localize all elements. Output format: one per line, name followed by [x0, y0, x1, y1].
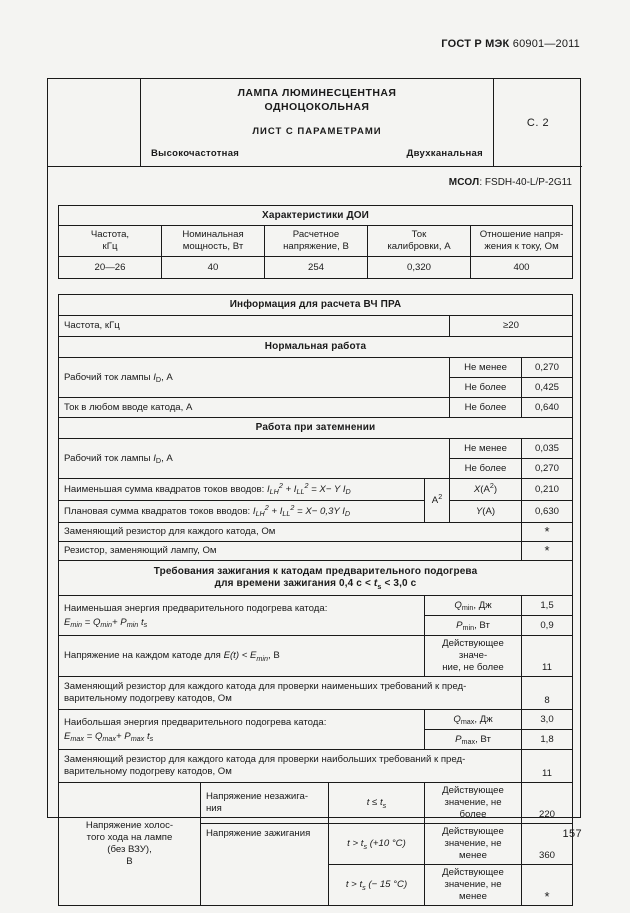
- row-label-cathode-voltage: [59, 636, 425, 677]
- resistor-max-line1: Заменяющий резистор для каждого катода для проверки наибольших требований к пред-: [64, 754, 466, 765]
- col-header-voltage-current-ratio: [471, 226, 573, 257]
- value-cathode-input-current: 0,640: [522, 398, 573, 418]
- formula-Emax: $E_{max} = Q_{max}+ P_{max}$ $t_s$: [64, 730, 154, 743]
- symbol-t: t: [373, 578, 378, 589]
- symbol-X-unit: (А: [480, 483, 490, 495]
- value-frequency: 20—26: [59, 257, 162, 279]
- table-row: [59, 226, 573, 257]
- header-line: жения к току, Ом: [484, 241, 559, 252]
- non-ignition-line2: ния: [206, 803, 222, 814]
- ocv-line4: В: [126, 856, 133, 867]
- resistor-max-line2: варительному подогреву катодов, Ом: [64, 766, 232, 777]
- ocv-line2: того хода на лампе: [86, 832, 173, 843]
- formula-E-less-Emin: $E(t) < E_{min}$: [223, 650, 268, 663]
- symbol-Q-sub: max: [460, 717, 475, 726]
- eff-value-1: [425, 783, 522, 824]
- col-header-nominal-power: [162, 226, 265, 257]
- row-label-max-preheat-energy: [59, 710, 425, 750]
- table-row: [59, 206, 573, 226]
- symbol-X-label: [450, 479, 522, 501]
- hf-ballast-info-table: [58, 294, 573, 906]
- symbol-Q: Q: [453, 713, 461, 725]
- unit-sup: 2: [438, 491, 443, 501]
- title-block-labels: [151, 148, 483, 159]
- row-label-lamp-current-dim: [59, 439, 450, 479]
- value-X: 0,210: [522, 479, 573, 501]
- table-row: [59, 316, 573, 337]
- row-label-min-sum-squares: [59, 479, 425, 501]
- symbol-P-unit: , Вт: [474, 619, 490, 631]
- header-line: Расчетное: [292, 229, 340, 240]
- table-row: [59, 542, 573, 561]
- value-nominal-power: 40: [162, 257, 265, 279]
- row-label-replacement-resistor-lamp: Резистор, заменяющий лампу, Ом: [59, 542, 522, 561]
- header-line: Номинальная: [182, 229, 244, 240]
- symbol-Pmax-label: [425, 730, 522, 750]
- ignition-line2-post: < 3,0 с: [381, 578, 417, 589]
- mcol-value: : FSDH-40-L/P-2G11: [479, 177, 572, 188]
- symbol-P: P: [455, 733, 462, 745]
- label-text: Рабочий ток лампы: [64, 452, 154, 464]
- value-ignition-voltage-warm: 360: [522, 824, 573, 865]
- doi-table-caption: Характеристики ДОИ: [59, 206, 573, 226]
- table-row: [59, 418, 573, 439]
- standard-designation: [441, 38, 580, 50]
- col-header-frequency: [59, 226, 162, 257]
- col-header-calibration-current: [368, 226, 471, 257]
- table-row: [59, 710, 573, 730]
- standard-prefix: ГОСТ Р МЭК: [441, 38, 510, 50]
- title-block-left-empty-cell: [48, 79, 141, 166]
- symbol-P-unit: , Вт: [475, 733, 491, 745]
- unit-text: А: [431, 494, 439, 506]
- symbol-Y-label: [450, 501, 522, 523]
- cond-max-dim: Не более: [450, 459, 522, 479]
- section-normal-operation: Нормальная работа: [59, 337, 573, 358]
- header-line: Ток: [411, 229, 427, 240]
- lamp-title-line2: ОДНОЦОКОЛЬНАЯ: [264, 101, 370, 113]
- cond-line2: ние, не более: [442, 662, 504, 673]
- header-line: мощность, Вт: [182, 241, 244, 252]
- ignition-line1: Требования зажигания к катодам предварительного подогрева: [153, 566, 478, 577]
- value-non-ignition-voltage: 220: [522, 783, 573, 824]
- formula-Emin: $E_{min} = Q_{min}+ P_{min}$ $t_s$: [64, 616, 148, 629]
- symbol-I-sub: D: [155, 456, 162, 465]
- value-Qmin: 1,5: [522, 596, 573, 616]
- title-block-page-cell: [494, 79, 582, 166]
- eff-value-3: [425, 865, 522, 906]
- ignition-line2: [64, 578, 567, 590]
- row-label-lamp-current-normal: [59, 358, 450, 398]
- row-label-resistor-min-check: [59, 677, 522, 710]
- table-row: [59, 596, 573, 616]
- sheet-subtitle: ЛИСТ С ПАРАМЕТРАМИ: [252, 126, 382, 137]
- mcol-designation: [449, 177, 572, 188]
- cathode-voltage-pre: Напряжение на каждом катоде для: [64, 650, 224, 661]
- value-Y: 0,630: [522, 501, 573, 523]
- table-row: [59, 523, 573, 542]
- table-row: [59, 295, 573, 316]
- symbol-X-end: ): [493, 483, 498, 495]
- table-row: [59, 750, 573, 783]
- cathode-voltage-post: , В: [267, 650, 280, 661]
- table-row: [59, 337, 573, 358]
- row-label-min-preheat-energy: [59, 596, 425, 636]
- symbol-Q: Q: [454, 599, 462, 611]
- eff3-line1: Действующее: [442, 867, 504, 878]
- formula-min-sum-squares: $I_{LH}^2 + I_{LL}^2 = X- Y$ $I_D$: [266, 480, 351, 496]
- header-line: Отношение напря-: [479, 229, 564, 240]
- cond-min-normal: Не менее: [450, 358, 522, 378]
- row-label-open-circuit-voltage: [59, 783, 201, 906]
- table-row: [59, 636, 573, 677]
- row-value-frequency: ≥20: [450, 316, 573, 337]
- cond-line1: Действующее значе-: [442, 638, 504, 661]
- table-row: [59, 677, 573, 710]
- mcol-label: МСОЛ: [448, 177, 480, 188]
- value-resistor-min-check: 8: [522, 677, 573, 710]
- symbol-P: P: [456, 619, 463, 631]
- row-label-frequency: Частота, кГц: [59, 316, 450, 337]
- sheet-page-label: С. 2: [526, 116, 550, 129]
- header-line: калибровки, А: [387, 241, 451, 252]
- value-replacement-resistor-cathode: *: [522, 523, 573, 542]
- table-row: [59, 398, 573, 418]
- table-row: [59, 479, 573, 501]
- table-row: [59, 501, 573, 523]
- symbol-Qmin-label: [425, 596, 522, 616]
- hf-table-caption: Информация для расчета ВЧ ПРА: [59, 295, 573, 316]
- symbol-Q-unit: , Дж: [474, 713, 493, 725]
- table-row: [59, 561, 573, 596]
- ocv-line1: Напряжение холос-: [85, 820, 174, 831]
- min-preheat-label: Наименьшая энергия предварительного подогрева катода:: [64, 602, 328, 614]
- table-row: [59, 257, 573, 279]
- symbol-I-sub: D: [155, 375, 162, 384]
- eff3-line2: значение, не менее: [444, 879, 502, 902]
- max-preheat-label: Наибольшая энергия предварительного подогрева катода:: [64, 716, 327, 728]
- symbol-Q-sub: min: [461, 603, 474, 612]
- cond-time-3: $t > t_s$ (− 15 °C): [329, 865, 425, 906]
- cond-cathode-input-current: Не более: [450, 398, 522, 418]
- symbol-I: I: [153, 452, 156, 464]
- lamp-title: [151, 86, 483, 114]
- standard-number: 60901—2011: [512, 38, 580, 50]
- symbol-t-sub: s: [377, 581, 382, 591]
- symbol-Pmin-label: [425, 616, 522, 636]
- page-number: 157: [562, 828, 582, 840]
- ocv-line3: (без ВЗУ),: [107, 844, 152, 855]
- frequency-type-label: Высокочастотная: [151, 148, 240, 159]
- eff2-line1: Действующее: [442, 826, 504, 837]
- title-block: [48, 79, 582, 167]
- label-text: Рабочий ток лампы: [64, 371, 154, 383]
- row-label-cathode-input-current: Ток в любом вводе катода, А: [59, 398, 450, 418]
- label-unit: , А: [161, 371, 173, 383]
- symbol-Y: Y: [475, 505, 483, 517]
- section-dimming-operation: Работа при затемнении: [59, 418, 573, 439]
- value-resistor-max-check: 11: [522, 750, 573, 783]
- unit-amperes-squared: [425, 479, 450, 523]
- resistor-min-line2: варительному подогреву катодов, Ом: [64, 693, 232, 704]
- resistor-min-line1: Заменяющий резистор для каждого катода для проверки наименьших требований к пред-: [64, 681, 467, 692]
- ignition-line2-pre: для времени зажигания 0,4 с <: [214, 578, 374, 589]
- label-text: Плановая сумма квадратов токов вводов:: [64, 505, 253, 517]
- value-Pmax: 1,8: [522, 730, 573, 750]
- header-line: Частота,: [90, 229, 130, 240]
- label-unit: , А: [161, 452, 173, 464]
- symbol-X-sup: 2: [489, 480, 494, 490]
- eff1-line1: Действующее: [442, 785, 504, 796]
- cond-min-dim: Не менее: [450, 439, 522, 459]
- table-row: [59, 358, 573, 378]
- lamp-title-line1: ЛАМПА ЛЮМИНЕСЦЕНТНАЯ: [237, 87, 397, 99]
- value-Qmax: 3,0: [522, 710, 573, 730]
- value-lamp-current-normal-min: 0,270: [522, 358, 573, 378]
- value-calculated-voltage: 254: [265, 257, 368, 279]
- row-label-planned-sum-squares: [59, 501, 425, 523]
- value-ignition-voltage-cold: *: [522, 865, 573, 906]
- row-label-replacement-resistor-cathode: Заменяющий резистор для каждого катода, Ом: [59, 523, 522, 542]
- cond-cathode-voltage: [425, 636, 522, 677]
- eff-value-2: [425, 824, 522, 865]
- eff1-line2: значение, не более: [444, 797, 502, 820]
- value-lamp-current-dim-max: 0,270: [522, 459, 573, 479]
- label-text: Наименьшая сумма квадратов токов вводов:: [64, 483, 267, 495]
- cond-time-2: $t > t_s$ (+10 °C): [329, 824, 425, 865]
- symbol-P-sub: max: [461, 737, 476, 746]
- symbol-Y-unit: (А): [482, 505, 496, 517]
- value-lamp-current-normal-max: 0,425: [522, 378, 573, 398]
- row-label-resistor-max-check: [59, 750, 522, 783]
- title-block-center: [141, 79, 494, 166]
- symbol-Q-unit: , Дж: [473, 599, 492, 611]
- cond-time-1: $t \le t_s$: [329, 783, 425, 824]
- channel-type-label: Двухканальная: [406, 148, 483, 159]
- doi-characteristics-table: [58, 205, 573, 279]
- value-lamp-current-dim-min: 0,035: [522, 439, 573, 459]
- symbol-Qmax-label: [425, 710, 522, 730]
- cond-max-normal: Не более: [450, 378, 522, 398]
- table-row: [59, 783, 573, 824]
- section-ignition-requirements: [59, 561, 573, 596]
- col-header-calculated-voltage: [265, 226, 368, 257]
- value-calibration-current: 0,320: [368, 257, 471, 279]
- row-label-ignition-voltage: Напряжение зажигания: [201, 824, 329, 906]
- non-ignition-line1: Напряжение незажига-: [206, 791, 309, 802]
- eff2-line2: значение, не менее: [444, 838, 502, 861]
- value-voltage-current-ratio: 400: [471, 257, 573, 279]
- header-line: кГц: [102, 241, 118, 252]
- symbol-I: I: [153, 371, 156, 383]
- row-label-non-ignition-voltage: [201, 783, 329, 824]
- header-line: напряжение, В: [283, 241, 349, 252]
- value-cathode-voltage: 11: [522, 636, 573, 677]
- value-Pmin: 0,9: [522, 616, 573, 636]
- value-replacement-resistor-lamp: *: [522, 542, 573, 561]
- formula-planned-sum-squares: $I_{LH}^2 + I_{LL}^2 = X- 0,3Y$ $I_D$: [252, 502, 351, 518]
- symbol-P-sub: min: [462, 623, 475, 632]
- table-row: [59, 439, 573, 459]
- symbol-X: X: [473, 483, 481, 495]
